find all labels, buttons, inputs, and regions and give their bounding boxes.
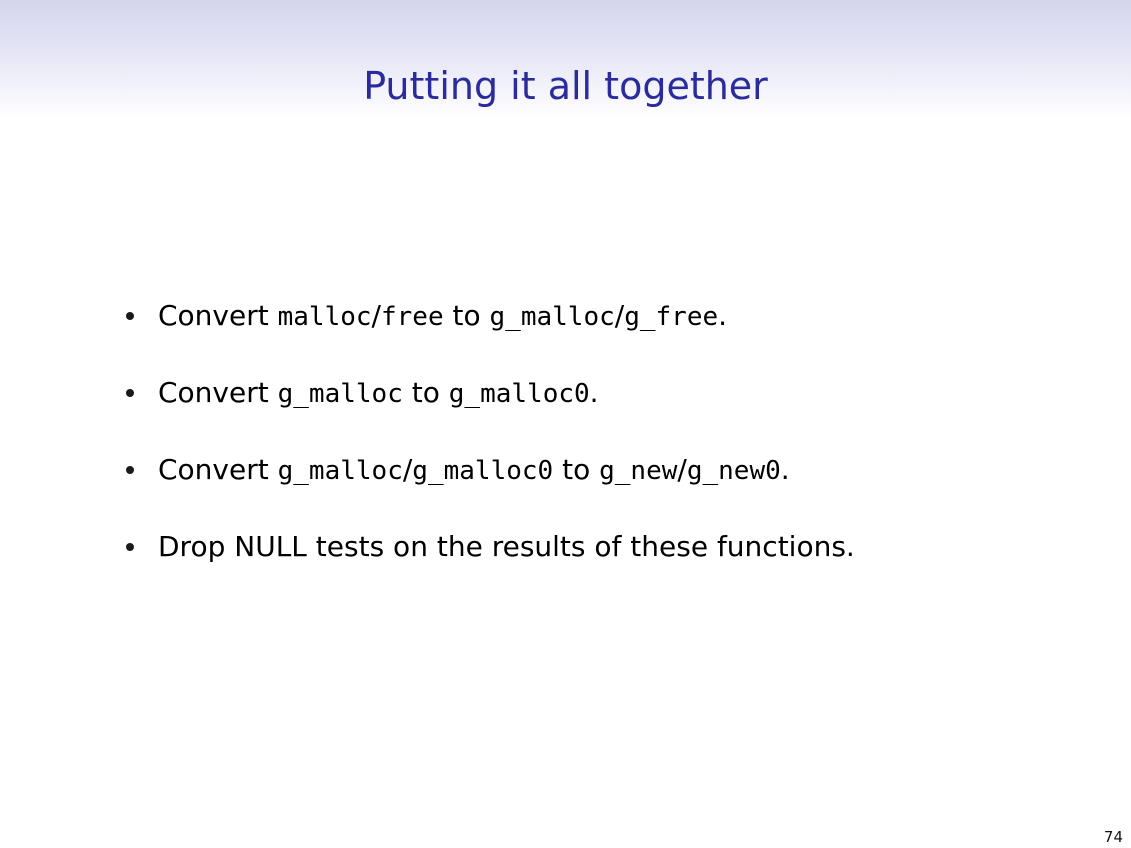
text-segment: . bbox=[718, 299, 728, 332]
bullet-item-4 bbox=[120, 523, 1080, 600]
bullet-item-2 bbox=[120, 369, 1080, 446]
text-segment: Convert bbox=[158, 453, 278, 486]
bullet-dot-icon bbox=[126, 466, 134, 474]
text-segment: / bbox=[677, 453, 687, 486]
slide-title: Putting it all together bbox=[363, 64, 768, 108]
code-segment: g_malloc0 bbox=[448, 379, 590, 409]
bullet-dot-icon bbox=[126, 389, 134, 397]
code-segment: g_malloc0 bbox=[412, 456, 554, 486]
text-segment: / bbox=[371, 299, 381, 332]
text-segment: . bbox=[589, 376, 599, 409]
text-segment: Drop NULL tests on the results of these functions. bbox=[158, 530, 855, 563]
bullet-text bbox=[158, 299, 727, 332]
text-segment: to bbox=[443, 299, 490, 332]
code-segment: free bbox=[380, 302, 444, 332]
bullet-dot-icon bbox=[126, 543, 134, 551]
text-segment: to bbox=[402, 376, 449, 409]
code-segment: g_malloc bbox=[489, 302, 615, 332]
text-segment: to bbox=[553, 453, 600, 486]
code-segment: g_new0 bbox=[686, 456, 781, 486]
bullet-dot-icon bbox=[126, 312, 134, 320]
bullet-item-1 bbox=[120, 292, 1080, 369]
bullet-list bbox=[120, 292, 1080, 600]
code-segment: g_new bbox=[599, 456, 678, 486]
bullet-text bbox=[158, 376, 599, 409]
bullet-text bbox=[158, 453, 790, 486]
code-segment: malloc bbox=[277, 302, 372, 332]
code-segment: g_free bbox=[624, 302, 719, 332]
bullet-text bbox=[158, 530, 855, 563]
bullet-item-3 bbox=[120, 446, 1080, 523]
code-segment: g_malloc bbox=[277, 456, 403, 486]
text-segment: . bbox=[780, 453, 790, 486]
code-segment: g_malloc bbox=[277, 379, 403, 409]
page-number: 74 bbox=[1103, 828, 1123, 846]
text-segment: / bbox=[614, 299, 625, 332]
text-segment: / bbox=[402, 453, 413, 486]
text-segment: Convert bbox=[158, 376, 278, 409]
text-segment: Convert bbox=[158, 299, 278, 332]
